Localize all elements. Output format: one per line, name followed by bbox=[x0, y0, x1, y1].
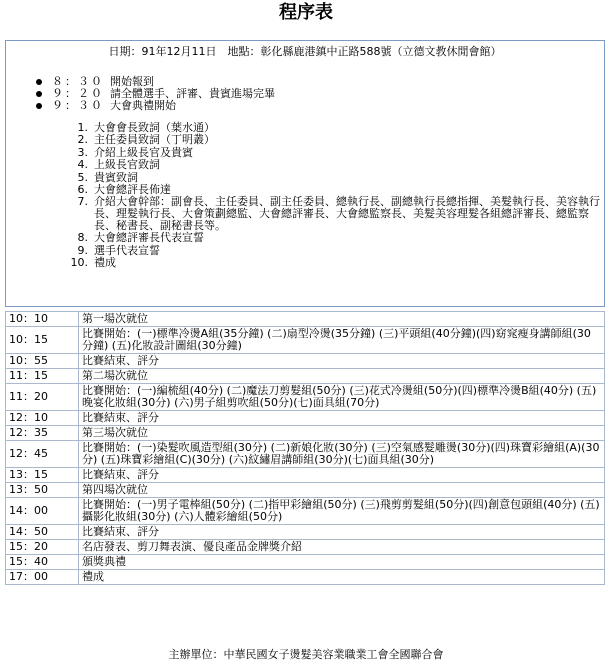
row-text: 比賽開始：(一)標準冷燙A組(35分鐘) (二)扇型冷燙(35分鐘) (三)平頭組(40分鐘)(四)窈窕瘦身講師組(30分鐘) (五)化妝設計圖組(30分鐘) bbox=[79, 327, 605, 354]
ceremony-item bbox=[70, 245, 604, 257]
item-text: 介紹大會幹部：副會長、主任委員、副主任委員、總執行長、副總執行長總指揮、美髮執行長、美容執行長、理髮執行長、大會策劃總監、大會總評審長、大會總監察長、美髮美容理髮各組總評審長、總監察長、秘書長、副秘書長等。 bbox=[94, 195, 600, 233]
ceremony-item bbox=[70, 159, 604, 171]
row-text: 名店發表、剪刀舞表演、優良產品金牌獎介紹 bbox=[79, 540, 605, 555]
item-text: 選手代表宣誓 bbox=[94, 243, 160, 257]
row-text: 比賽開始：(一)染髮吹風造型組(30分) (二)新娘化妝(30分) (三)空氣感髮雕燙(30分)(四)珠寶彩繪組(A)(30分) (五)珠寶彩繪組(C)(30分) (六)紋繡眉講師組(30分)(七)面具組(30分) bbox=[79, 441, 605, 468]
organizer-footer: 主辦單位：中華民國女子燙髮美容業職業工會全國聯合會 bbox=[168, 648, 444, 661]
item-number: 6. bbox=[77, 182, 88, 196]
table-row bbox=[6, 369, 605, 384]
table-row bbox=[6, 525, 605, 540]
ceremony-list bbox=[70, 122, 604, 270]
table-row bbox=[6, 327, 605, 354]
table-row bbox=[6, 483, 605, 498]
item-text: 上級長官致詞 bbox=[94, 158, 160, 172]
table-row bbox=[6, 312, 605, 327]
item-number: 10. bbox=[70, 256, 88, 270]
item-text: 大會總評長佈達 bbox=[94, 182, 171, 196]
row-time: 13：15 bbox=[6, 468, 79, 483]
ceremony-item bbox=[70, 196, 604, 232]
row-text: 第一場次就位 bbox=[79, 312, 605, 327]
item-text: 介紹上級長官及貴賓 bbox=[94, 145, 193, 159]
row-time: 10：10 bbox=[6, 312, 79, 327]
table-row bbox=[6, 384, 605, 411]
page-title: 程序表 bbox=[279, 2, 333, 23]
bullet-time: ８：３０ bbox=[52, 75, 104, 88]
row-text: 比賽結束、評分 bbox=[79, 354, 605, 369]
bullet-text: 請全體選手、評審、貴賓進場完畢 bbox=[110, 87, 275, 100]
row-text: 頒獎典禮 bbox=[79, 555, 605, 570]
item-number: 8. bbox=[77, 231, 88, 245]
table-row bbox=[6, 354, 605, 369]
item-number: 7. bbox=[77, 195, 88, 209]
row-time: 13：50 bbox=[6, 483, 79, 498]
table-row bbox=[6, 555, 605, 570]
row-text: 比賽結束、評分 bbox=[79, 411, 605, 426]
row-time: 14：00 bbox=[6, 498, 79, 525]
row-text: 第三場次就位 bbox=[79, 426, 605, 441]
schedule-table bbox=[5, 311, 605, 585]
item-text: 主任委員致詞（丁明叢） bbox=[94, 133, 215, 147]
date-location-line: 日期：91年12月11日 地點：彰化縣鹿港鎮中正路588號（立德文教休閒會館） bbox=[108, 45, 502, 58]
item-number: 1. bbox=[77, 121, 88, 134]
row-text: 禮成 bbox=[79, 570, 605, 585]
row-time: 15：40 bbox=[6, 555, 79, 570]
row-text: 比賽開始：(一)編梳組(40分) (二)魔法刀剪髮組(50分) (三)花式冷燙組(50分)(四)標準冷燙B組(40分) (五)晚宴化妝組(30分) (六)男子組剪吹組(50分)(七)面具組(70分) bbox=[79, 384, 605, 411]
row-time: 12：45 bbox=[6, 441, 79, 468]
bullet-time: ９：２０ bbox=[52, 87, 104, 100]
item-number: 5. bbox=[77, 170, 88, 184]
bullet-item bbox=[34, 100, 275, 112]
table-row bbox=[6, 498, 605, 525]
row-text: 比賽結束、評分 bbox=[79, 525, 605, 540]
row-text: 比賽結束、評分 bbox=[79, 468, 605, 483]
row-time: 10：15 bbox=[6, 327, 79, 354]
bullet-text: 開始報到 bbox=[110, 75, 154, 88]
row-text: 第二場次就位 bbox=[79, 369, 605, 384]
row-time: 11：20 bbox=[6, 384, 79, 411]
table-row bbox=[6, 570, 605, 585]
table-row bbox=[6, 441, 605, 468]
item-number: 2. bbox=[77, 133, 88, 147]
row-time: 15：20 bbox=[6, 540, 79, 555]
bullet-text: 大會典禮開始 bbox=[110, 99, 176, 112]
opening-bullets bbox=[34, 76, 275, 112]
program-info-box bbox=[5, 40, 605, 307]
item-number: 3. bbox=[77, 145, 88, 159]
table-row bbox=[6, 540, 605, 555]
item-text: 禮成 bbox=[94, 256, 116, 270]
bullet-time: ９：３０ bbox=[52, 99, 104, 112]
row-text: 第四場次就位 bbox=[79, 483, 605, 498]
table-row bbox=[6, 411, 605, 426]
item-text: 大會會長致詞（葉水通） bbox=[94, 121, 215, 134]
ceremony-item bbox=[70, 257, 604, 269]
row-text: 比賽開始：(一)男子電棒組(50分) (二)指甲彩繪組(50分) (三)飛剪剪髮組(50分)(四)創意包頭組(40分) (五)攝影化妝組(30分) (六)人體彩繪組(50分) bbox=[79, 498, 605, 525]
item-number: 4. bbox=[77, 158, 88, 172]
item-text: 貴賓致詞 bbox=[94, 170, 138, 184]
row-time: 17：00 bbox=[6, 570, 79, 585]
table-row bbox=[6, 426, 605, 441]
row-time: 11：15 bbox=[6, 369, 79, 384]
row-time: 14：50 bbox=[6, 525, 79, 540]
item-text: 大會總評審長代表宣誓 bbox=[94, 231, 204, 245]
row-time: 12：35 bbox=[6, 426, 79, 441]
table-row bbox=[6, 468, 605, 483]
row-time: 12：10 bbox=[6, 411, 79, 426]
row-time: 10：55 bbox=[6, 354, 79, 369]
item-number: 9. bbox=[77, 243, 88, 257]
